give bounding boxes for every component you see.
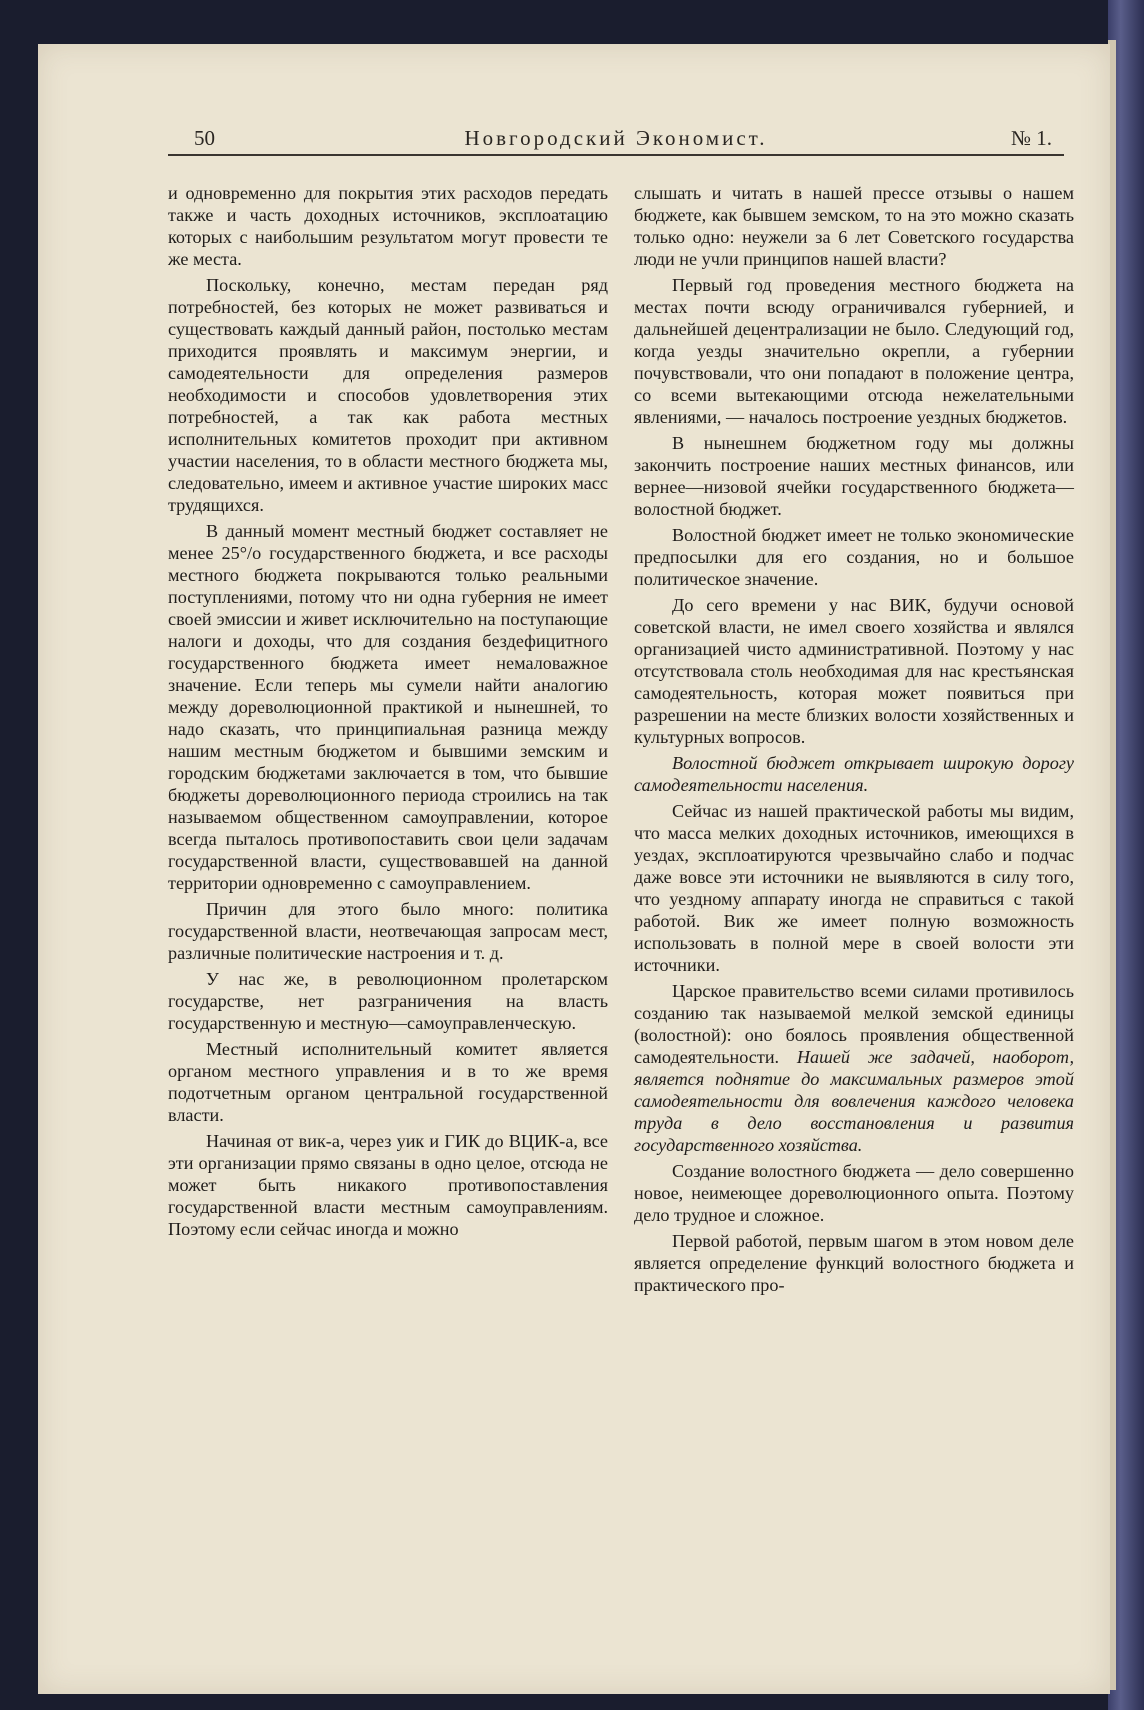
paragraph: Сейчас из нашей практической работы мы видим, что масса мелких доходных источников, имеющихся в уездах, эксплоатируются чрезвычайно слабо и подчас даже вовсе эти источники не выявляются в силу того, что уездному аппарату иногда не справиться с такой работой. Вик же имеет полную возможность использовать в полной мере в своей волости эти источники. bbox=[634, 801, 1074, 975]
paragraph: Начиная от вик-а, через уик и ГИК до ВЦИК-а, все эти организации прямо связаны в одно целое, отсюда не может быть никакого противопоставления государственной власти местным самоуправлениям. Поэтому если сейчас иногда и можно bbox=[168, 1131, 608, 1239]
issue-number: № 1. bbox=[1010, 126, 1052, 150]
paragraph: и одновременно для покрытия этих расходов передать также и часть доходных источников, эксплоатацию которых с наибольшим результатом могут провести те же места. bbox=[168, 183, 608, 269]
journal-title: Новгородский Экономист. bbox=[464, 126, 768, 150]
paragraph: В нынешнем бюджетном году мы должны закончить построение наших местных финансов, или вернее—низовой ячейки государственного бюджета—волостной бюджет. bbox=[634, 433, 1074, 519]
italic-paragraph: Волостной бюджет открывает широкую дорогу самодеятельности населения. bbox=[634, 753, 1074, 795]
left-column bbox=[168, 182, 608, 1244]
italic-text: Нашей же задачей, наоборот, является поднятие до максимальных размеров этой самодеятельности для вовлечения каждого человека труда в дело восстановления и развития государственного хозяйства. bbox=[634, 1047, 1074, 1155]
paragraph: Причин для этого было много: политика государственной власти, неотвечающая запросам мест, различные политические настроения и т. д. bbox=[168, 899, 608, 963]
page-number: 50 bbox=[194, 126, 215, 150]
paragraph: слышать и читать в нашей прессе отзывы о нашем бюджете, как бывшем земском, то на это можно сказать только одно: неужели за 6 лет Советского государства люди не учли принципов нашей власти? bbox=[634, 183, 1074, 269]
right-column bbox=[634, 182, 1074, 1300]
paragraph: Первый год проведения местного бюджета на местах почти всюду ограничивался губернией, и дальнейшей децентрализации не было. Следующий год, когда уезды значительно окрепли, а губернии почувствовали, что они попадают в положение центра, со всеми вытекающими отсюда нежелательными явлениями, — началось построение уездных бюджетов. bbox=[634, 275, 1074, 427]
paragraph: Волостной бюджет имеет не только экономические предпосылки для его создания, но и большое политическое значение. bbox=[634, 525, 1074, 589]
running-header bbox=[168, 124, 1064, 156]
paragraph: У нас же, в революционном пролетарском государстве, нет разграничения на власть государственную и местную—самоуправленческую. bbox=[168, 969, 608, 1033]
paragraph: Местный исполнительный комитет является органом местного управления и в то же время подотчетным органом центральной государственной власти. bbox=[168, 1039, 608, 1125]
paragraph-text: Царское правительство всеми силами противилось созданию так называемой мелкой земской единицы (волостной): оно боялось проявления общественной самодеятельности. bbox=[634, 981, 1074, 1067]
paragraph: До сего времени у нас ВИК, будучи основой советской власти, не имел своего хозяйства и являлся организацией чисто административной. Поэтому у нас отсутствовала столь необходимая для нас крестьянская самодеятельность, которая может появиться при разрешении на месте близких волости хозяйственных и культурных вопросов. bbox=[634, 595, 1074, 747]
paragraph: Первой работой, первым шагом в этом новом деле является определение функций волостного бюджета и практического про- bbox=[634, 1231, 1074, 1295]
paragraph: Создание волостного бюджета — дело совершенно новое, неимеющее дореволюционного опыта. Поэтому дело трудное и сложное. bbox=[634, 1161, 1074, 1225]
paragraph: В данный момент местный бюджет составляет не менее 25°/о государственного бюджета, и все расходы местного бюджета покрываются только реальными поступлениями, потому что ни одна губерния не имеет своей эмиссии и живет исключительно на поступающие налоги и доходы, что для создания бездефицитного государственного бюджета имеет немаловажное значение. Если теперь мы сумели найти аналогию между дореволюционной практикой и нынешней, то надо сказать, что принципиальная разница между нашим местным бюджетом и бывшими земским и городским бюджетами заключается в том, что бывшие бюджеты дореволюционного периода строились на так называемом общественном самоуправлении, которое всегда пыталось противопоставить свои цели задачам государственной власти, существовавшей на данной территории одновременно с самоуправлением. bbox=[168, 521, 608, 893]
paragraph bbox=[634, 980, 1074, 1156]
paragraph: Поскольку, конечно, местам передан ряд потребностей, без которых не может развиваться и существовать каждый данный район, постолько местам приходится проявлять и максимум энергии, и самодеятельности для определения размеров необходимости и способов удовлетворения этих потребностей, а так как работа местных исполнительных комитетов проходит при активном участии населения, то в области местного бюджета мы, следовательно, имеем и активное участие широких масс трудящихся. bbox=[168, 275, 608, 515]
